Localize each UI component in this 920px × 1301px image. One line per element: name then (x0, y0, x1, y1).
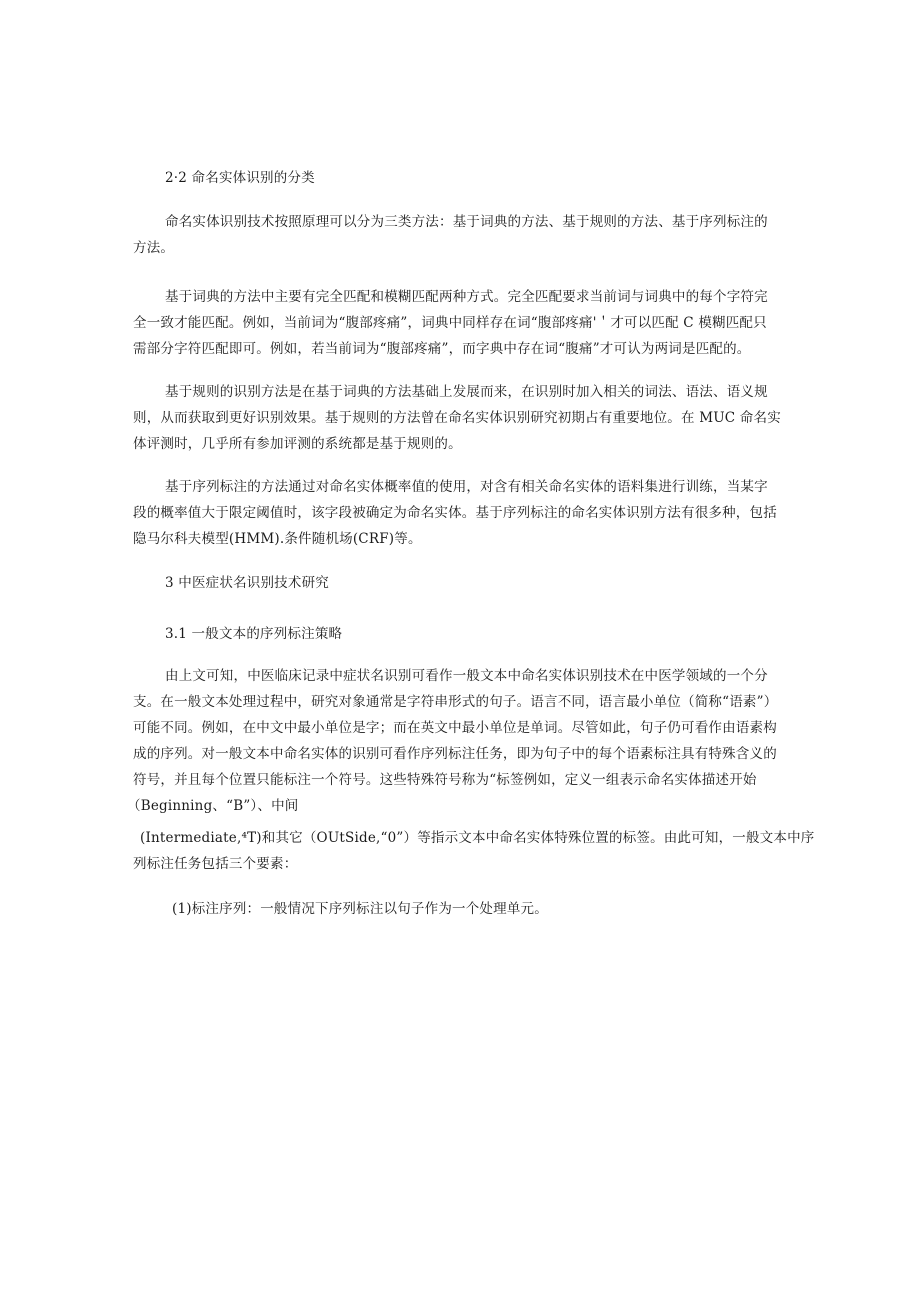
paragraph-line: 体评测时，几乎所有参加评测的系统都是基于规则的。 (133, 436, 462, 452)
paragraph-line: (Intermediate,⁴T)和其它（OUtSide,“0”）等指示文本中命名实体特殊位置的标签。由此可知，一般文本中序 (140, 830, 815, 846)
paragraph-line: 列标注任务包括三个要素： (133, 856, 298, 872)
paragraph-line: 方法。 (133, 240, 175, 256)
paragraph-line: 段的概率值大于限定阈值时，该字段被确定为命名实体。基于序列标注的命名实体识别方法有很多种，包括 (133, 505, 777, 521)
paragraph-line: 基于序列标注的方法通过对命名实体概率值的使用，对含有相关命名实体的语料集进行训练，当某字 (165, 479, 768, 495)
paragraph-line: 基于规则的识别方法是在基于词典的方法基础上发展而来，在识别时加入相关的词法、语法、语义规 (165, 384, 768, 400)
paragraph-line: 全一致才能匹配。例如，当前词为“腹部疼痛”，词典中同样存在词“腹部疼痛'＇才可以匹配 C 模糊匹配只 (133, 315, 767, 331)
paragraph-line: 支。在一般文本处理过程中，研究对象通常是字符串形式的句子。语言不同，语言最小单位（简称“语素”） (133, 694, 778, 710)
paragraph-line: 可能不同。例如，在中文中最小单位是字；而在英文中最小单位是单词。尽管如此，句子仍可看作由语素构 (133, 720, 777, 736)
paragraph-line: 命名实体识别技术按照原理可以分为三类方法：基于词典的方法、基于规则的方法、基于序列标注的 (165, 214, 768, 230)
paragraph-line: 由上文可知，中医临床记录中症状名识别可看作一般文本中命名实体识别技术在中医学领域的一个分 (165, 668, 768, 684)
paragraph-line: 符号，并且每个位置只能标注一个符号。这些特殊符号称为“标签例如，定义一组表示命名实体描述开始 (133, 772, 757, 788)
paragraph-line: 隐马尔科夫模型(HMM).条件随机场(CRF)等。 (133, 531, 422, 547)
section-heading-3: 3 中医症状名识别技术研究 (165, 575, 329, 591)
list-item: (1)标注序列：一般情况下序列标注以句子作为一个处理单元。 (172, 901, 548, 917)
section-heading-3-1: 3.1 一般文本的序列标注策略 (165, 626, 343, 642)
paragraph-line: 成的序列。对一般文本中命名实体的识别可看作序列标注任务，即为句子中的每个语素标注具有特殊含义的 (133, 746, 777, 762)
paragraph-line: （Beginning、“B”）、中间 (127, 798, 299, 814)
section-heading-2-2: 2·2 命名实体识别的分类 (165, 170, 315, 186)
paragraph-line: 基于词典的方法中主要有完全匹配和模糊匹配两种方式。完全匹配要求当前词与词典中的每个字符完 (165, 289, 768, 305)
paragraph-line: 需部分字符匹配即可。例如，若当前词为“腹部疼痛”，而字典中存在词“腹痛”才可认为两词是匹配的。 (133, 341, 751, 357)
paragraph-line: 则，从而获取到更好识别效果。基于规则的方法曾在命名实体识别研究初期占有重要地位。在 MUC 命名实 (133, 410, 781, 426)
